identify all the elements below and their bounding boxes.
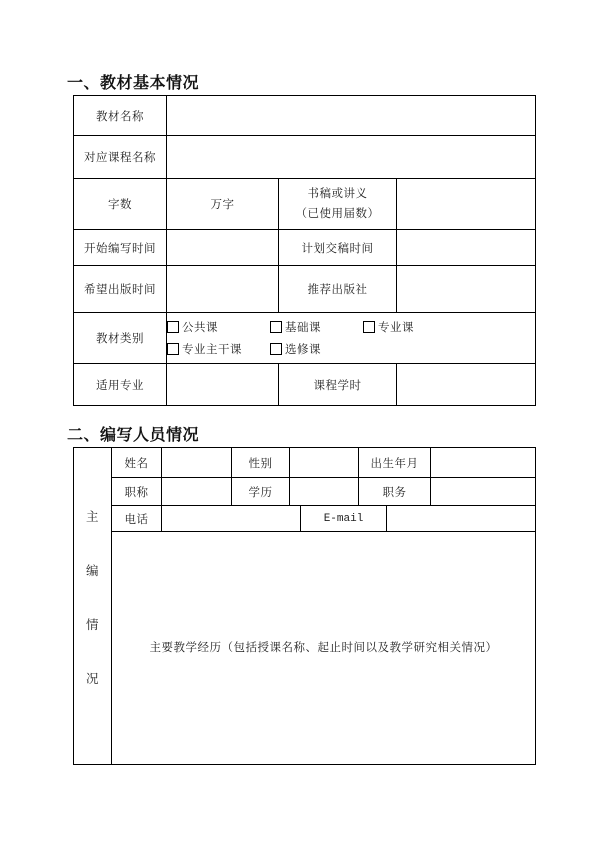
planned-submission-time-value-cell <box>397 230 536 266</box>
checkbox-label: 公共课 <box>182 322 218 334</box>
chief-editor-side-chars <box>74 449 111 764</box>
checkbox-icon <box>167 343 179 355</box>
checkbox-major-core-course <box>167 341 270 357</box>
checkbox-label: 专业课 <box>378 322 414 334</box>
recommended-publisher-label: 推荐出版社 <box>279 266 397 313</box>
applicable-major-value-cell <box>167 364 279 406</box>
checkbox-basic-course <box>270 319 363 335</box>
email-value-cell <box>387 506 535 531</box>
checkbox-icon <box>270 321 282 333</box>
checkbox-label: 专业主干课 <box>182 344 242 356</box>
manuscript-label-line1: 书稿或讲义 <box>307 188 368 200</box>
textbook-name-value-cell <box>167 96 536 136</box>
position-value-cell <box>431 478 536 506</box>
checkbox-icon <box>363 321 375 333</box>
phone-label: 电话 <box>112 506 162 531</box>
recommended-publisher-value-cell <box>397 266 536 313</box>
course-hours-value-cell <box>397 364 536 406</box>
side-char: 情 <box>85 618 99 633</box>
start-writing-time-value-cell <box>167 230 279 266</box>
course-name-label: 对应课程名称 <box>74 136 167 179</box>
desired-publish-time-value-cell <box>167 266 279 313</box>
phone-value-cell <box>162 506 301 531</box>
category-label: 教材类别 <box>74 313 167 364</box>
course-name-value-cell <box>167 136 536 179</box>
gender-value-cell <box>290 448 359 478</box>
table-row <box>74 136 536 179</box>
section2-title: 二、编写人员情况 <box>67 427 200 444</box>
position-label: 职务 <box>359 478 431 506</box>
teaching-experience-label: 主要教学经历（包括授课名称、起止时间以及教学研究相关情况） <box>149 641 498 654</box>
gender-label: 性别 <box>232 448 290 478</box>
course-hours-label: 课程学时 <box>279 364 397 406</box>
manuscript-label <box>279 179 397 230</box>
checkbox-label: 选修课 <box>285 344 321 356</box>
education-label: 学历 <box>232 478 290 506</box>
name-label: 姓名 <box>112 448 162 478</box>
table-row <box>74 506 536 532</box>
table-row <box>74 532 536 765</box>
section1-title: 一、教材基本情况 <box>67 75 200 92</box>
table-row <box>74 266 536 313</box>
textbook-name-label: 教材名称 <box>74 96 167 136</box>
chief-editor-table <box>73 447 536 765</box>
table-row <box>74 448 536 478</box>
textbook-info-table <box>73 95 536 406</box>
category-options-cell <box>167 313 536 364</box>
birth-date-label: 出生年月 <box>359 448 431 478</box>
table-row <box>74 313 536 364</box>
teaching-experience-cell <box>112 532 536 765</box>
checkbox-major-course <box>363 319 535 335</box>
professional-title-label: 职称 <box>112 478 162 506</box>
checkbox-public-course <box>167 319 270 335</box>
manuscript-label-line2: （已使用届数） <box>295 208 380 220</box>
phone-email-row <box>112 506 536 532</box>
table-row <box>74 478 536 506</box>
checkbox-label: 基础课 <box>285 322 321 334</box>
name-value-cell <box>162 448 232 478</box>
checkbox-icon <box>167 321 179 333</box>
table-row <box>74 364 536 406</box>
desired-publish-time-label: 希望出版时间 <box>74 266 167 313</box>
email-label: E-mail <box>301 506 387 531</box>
checkbox-icon <box>270 343 282 355</box>
category-options-grid <box>167 319 535 357</box>
checkbox-elective-course <box>270 341 363 357</box>
manuscript-value-cell <box>397 179 536 230</box>
professional-title-value-cell <box>162 478 232 506</box>
table-row <box>74 179 536 230</box>
table-row <box>74 230 536 266</box>
start-writing-time-label: 开始编写时间 <box>74 230 167 266</box>
education-value-cell <box>290 478 359 506</box>
side-char: 况 <box>85 672 99 687</box>
planned-submission-time-label: 计划交稿时间 <box>279 230 397 266</box>
table-row <box>74 96 536 136</box>
birth-date-value-cell <box>431 448 536 478</box>
side-char: 编 <box>85 563 99 578</box>
word-count-unit: 万字 <box>167 179 279 230</box>
applicable-major-label: 适用专业 <box>74 364 167 406</box>
chief-editor-side-label <box>74 448 112 765</box>
word-count-label: 字数 <box>74 179 167 230</box>
side-char: 主 <box>85 509 99 524</box>
